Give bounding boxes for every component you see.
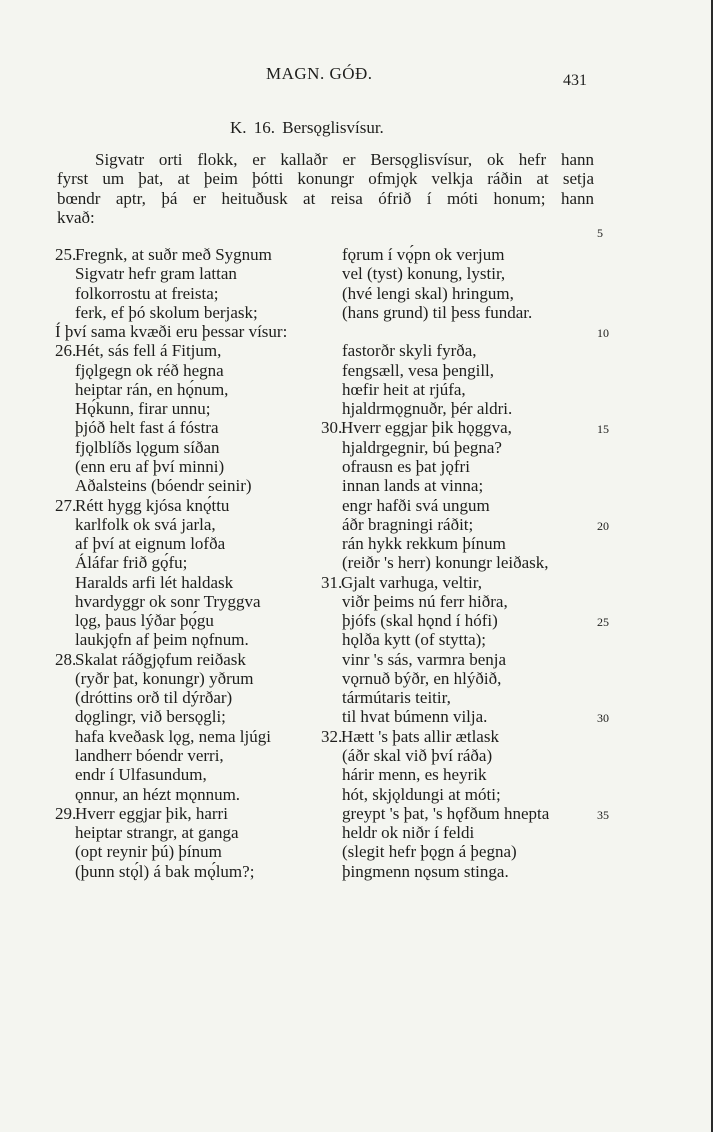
margin-line-number: 15 (597, 422, 609, 437)
verse-line-right (342, 515, 473, 534)
verse-line-right (342, 669, 501, 688)
verse-row (0, 746, 713, 765)
verse-text: Hverr eggjar þik, harri (75, 803, 228, 823)
verse-text: (ryðr þat, konungr) yðrum (75, 668, 254, 688)
prose-line: bœndr aptr, þá er heituðusk at reisa ófrið í móti honum; hann (57, 188, 594, 208)
verse-line-left (75, 515, 216, 534)
verse-text: laukjǫfn af þeim nǫfnum. (75, 630, 249, 650)
verse-line-left (55, 341, 221, 360)
verse-line-right (342, 303, 532, 322)
verse-line-right (342, 688, 451, 707)
verse-row (0, 399, 713, 418)
verse-line-left (75, 380, 228, 399)
running-head: MAGN. GÓÐ. (266, 64, 373, 83)
verse-text: hót, skjǫldungi at móti; (342, 784, 501, 804)
verse-line-left (75, 284, 219, 303)
verse-row (0, 418, 713, 437)
verse-row (0, 669, 713, 688)
verse-line-left (55, 650, 246, 669)
verse-text: (opt reynir þú) þínum (75, 842, 222, 862)
prose-paragraph (57, 150, 594, 227)
prose-line: fyrst um þat, at þeim þótti konungr ofmjǫk velkja ráðin at setja (57, 169, 594, 189)
verse-text: fengsæll, vesa þengill, (342, 360, 495, 380)
verse-row (0, 727, 713, 746)
verse-line-left (75, 534, 225, 553)
verse-text: landherr bóendr verri, (75, 746, 224, 766)
verse-line-left (75, 688, 232, 707)
verse-line-left (75, 707, 226, 726)
verse-line-left (75, 264, 237, 283)
verse-line-left (75, 399, 211, 418)
verse-row (0, 630, 713, 649)
verse-text: Skalat ráðgjǫfum reiðask (75, 649, 246, 669)
verse-text: vǫrnuð býðr, en hlýðið, (342, 668, 502, 688)
verse-text: viðr þeims nú ferr hiðra, (342, 591, 508, 611)
verse-row (0, 553, 713, 572)
verse-text: ǫnnur, an hézt mǫnnum. (75, 784, 241, 804)
verse-text: Haralds arfi lét haldask (75, 572, 234, 592)
verse-row (0, 438, 713, 457)
verse-line-right (342, 476, 483, 495)
verse-text: Hætt 's þats allir ætlask (341, 726, 499, 746)
verse-text: engr hafði svá ungum (342, 495, 490, 515)
verse-text: hafa kveðask lǫg, nema ljúgi (75, 726, 271, 746)
verse-text: Hǫ́kunn, firar unnu; (75, 399, 211, 419)
verse-line-right (342, 611, 498, 630)
verse-line-left (75, 669, 253, 688)
verse-text: hœfir heit at rjúfa, (342, 379, 466, 399)
verse-line-right (342, 804, 549, 823)
verse-line-right (342, 534, 506, 553)
verse-row (0, 515, 713, 534)
verse-text: af því at eignum lofða (75, 534, 226, 554)
verse-line-left (75, 862, 254, 881)
verse-line-right (321, 418, 512, 437)
verse-text: áðr bragningi ráðit; (342, 514, 474, 534)
stanza-number: 25. (55, 245, 77, 264)
stanza-number: 28. (55, 649, 77, 669)
verse-line-right (342, 823, 474, 842)
stanza-number: 30. (321, 418, 343, 438)
verse-text: fǫrum í vǫ́pn ok verjum (342, 245, 505, 264)
verse-line-left (75, 823, 239, 842)
verse-text: ferk, ef þó skolum berjask; (75, 302, 258, 322)
margin-line-number: 5 (597, 226, 603, 240)
verse-line-right (342, 457, 470, 476)
verse-line-left (75, 303, 258, 322)
margin-line-number: 25 (597, 615, 609, 630)
verse-text: ofrausn es þat jǫfri (342, 456, 470, 476)
verse-line-left (75, 438, 220, 457)
verse-row (0, 650, 713, 669)
verse-row (0, 823, 713, 842)
verse-text: Hét, sás fell á Fitjum, (75, 341, 222, 361)
verse-line-left (75, 630, 249, 649)
verse-text: (hans grund) til þess fundar. (342, 302, 533, 322)
verse-line-right (342, 765, 486, 784)
verse-row (0, 476, 713, 495)
prose-line: kvað: (57, 207, 95, 227)
verse-line-right (342, 438, 502, 457)
verse-text: fjǫlblíðs lǫgum síðan (75, 437, 220, 457)
verse-text: dǫglingr, við bersǫgli; (75, 707, 226, 727)
verse-line-right (342, 842, 517, 861)
verse-text: tármútaris teitir, (342, 688, 451, 708)
verse-text: fjǫlgegn ok réð hegna (75, 360, 224, 380)
verse-row (0, 303, 713, 322)
verse-line-right (342, 245, 504, 264)
stanza-number: 32. (321, 726, 343, 746)
verse-line-left (75, 727, 271, 746)
verse-text: (þunn stǫ́l) á bak mǫ́lum?; (75, 861, 255, 881)
verse-line-left (55, 496, 229, 515)
verse-row (0, 496, 713, 515)
verse-row (0, 592, 713, 611)
verse-text: greypt 's þat, 's hǫfðum hnepta (342, 803, 550, 823)
verse-line-right (342, 264, 505, 283)
verse-text: lǫg, þaus lýðar þǫ́gu (75, 611, 214, 631)
verse-text: heiptar strangr, at ganga (75, 823, 239, 843)
verse-line-left (75, 592, 261, 611)
verse-text: (slegit hefr þǫgn á þegna) (342, 842, 517, 862)
verse-line-left (75, 611, 214, 630)
verse-row (0, 804, 713, 823)
verse-line-left (75, 361, 224, 380)
verse-row (0, 245, 713, 264)
margin-line-number: 35 (597, 807, 609, 822)
verse-text: hvardyggr ok sonr Tryggva (75, 591, 261, 611)
verse-text: Gjalt varhuga, veltir, (341, 572, 482, 592)
verse-line-right (342, 361, 494, 380)
verse-line-right (342, 650, 506, 669)
verse-line-right (342, 630, 486, 649)
verse-row (0, 534, 713, 553)
verse-line-right (342, 862, 509, 881)
verse-text: Hverr eggjar þik hǫggva, (341, 418, 512, 438)
verse-text: Aðalsteins (bóendr seinir) (75, 476, 252, 496)
verse-line-right (342, 380, 466, 399)
verse-text: endr í Ulfasundum, (75, 765, 207, 785)
verse-line-left (75, 785, 240, 804)
verse-text: innan lands at vinna; (342, 476, 484, 496)
verse-text: folkorrostu at freista; (75, 283, 219, 303)
verse-line-right (342, 284, 514, 303)
verse-line-left (75, 553, 187, 572)
verse-text: Fregnk, at suðr með Sygnum (75, 245, 272, 264)
verse-line-right (342, 496, 490, 515)
chapter-heading: K. 16. Bersǫglisvísur. (230, 118, 384, 137)
verse-row (0, 573, 713, 592)
verse-text: til hvat búmenn vilja. (342, 707, 488, 727)
verse-line-left (75, 746, 224, 765)
verse-row (0, 688, 713, 707)
verse-row (0, 284, 713, 303)
margin-line-number: 30 (597, 711, 609, 726)
verse-row (0, 322, 713, 341)
verse-text: vel (tyst) konung, lystir, (342, 264, 506, 284)
stanza-number: 31. (321, 572, 343, 592)
verse-line-right (342, 707, 487, 726)
prose-line: Sigvatr orti flokk, er kallaðr er Bersǫglisvísur, ok hefr hann (95, 150, 594, 169)
verse-text: fastorðr skyli fyrða, (342, 341, 477, 361)
verse-row (0, 862, 713, 881)
verse-text: (hvé lengi skal) hringum, (342, 283, 514, 303)
verse-row (0, 361, 713, 380)
verse-text: Rétt hygg kjósa knǫ́ttu (75, 495, 230, 515)
verse-row (0, 707, 713, 726)
verse-row (0, 611, 713, 630)
verse-line-left (75, 476, 252, 495)
verse-text: þingmenn nǫsum stinga. (342, 861, 509, 881)
verse-text: (áðr skal við því ráða) (342, 746, 493, 766)
verse-text: vinr 's sás, varmra benja (342, 649, 507, 669)
verse-line-right (342, 553, 549, 572)
verse-line-right (321, 727, 499, 746)
verse-line-right (342, 341, 477, 360)
margin-line-number: 10 (597, 326, 609, 341)
verse-text: (dróttins orð til dýrðar) (75, 688, 233, 708)
verse-line-left (75, 418, 219, 437)
verse-line-left (55, 804, 228, 823)
verse-row (0, 341, 713, 360)
verse-text: (enn eru af því minni) (75, 456, 225, 476)
verse-text: Áláfar frið gǫ́fu; (75, 553, 188, 573)
verse-line-left (75, 765, 207, 784)
verse-line-left (55, 245, 272, 264)
verse-row (0, 380, 713, 399)
verse-text: karlfolk ok svá jarla, (75, 514, 216, 534)
verse-text: hǫlða kytt (of stytta); (342, 630, 487, 650)
verse-text: heldr ok niðr í feldi (342, 823, 475, 843)
verse-text: (reiðr 's herr) konungr leiðask, (342, 553, 549, 573)
verse-text: hjaldrgegnir, bú þegna? (342, 437, 502, 457)
verse-line-right (342, 785, 501, 804)
verse-text: þjófs (skal hǫnd í hófi) (342, 611, 498, 631)
verse-line-left (75, 842, 222, 861)
stanza-number: 26. (55, 341, 77, 361)
verse-line-left (75, 457, 224, 476)
margin-line-number: 20 (597, 518, 609, 533)
verse-row (0, 785, 713, 804)
prose-line: Í því sama kvæði eru þessar vísur: (55, 322, 288, 342)
page-number: 431 (563, 72, 587, 89)
verse-line-right (342, 746, 492, 765)
verse-row (0, 765, 713, 784)
verse-line-right (321, 573, 482, 592)
verse-row (0, 264, 713, 283)
verse-text: heiptar rán, en hǫ́num, (75, 379, 229, 399)
verse-row (0, 842, 713, 861)
verse-text: Sigvatr hefr gram lattan (75, 264, 237, 284)
verse-text: hárir menn, es heyrik (342, 765, 487, 785)
verse-text: þjóð helt fast á fóstra (75, 418, 219, 438)
verse-text: hjaldrmǫgnuðr, þér aldri. (342, 399, 513, 419)
verse-line-right (342, 399, 512, 418)
verse-row (0, 457, 713, 476)
verse-line-right (342, 592, 508, 611)
stanza-number: 27. (55, 495, 77, 515)
verse-line-left (75, 573, 233, 592)
verse-text: rán hykk rekkum þínum (342, 534, 506, 554)
stanza-number: 29. (55, 803, 77, 823)
